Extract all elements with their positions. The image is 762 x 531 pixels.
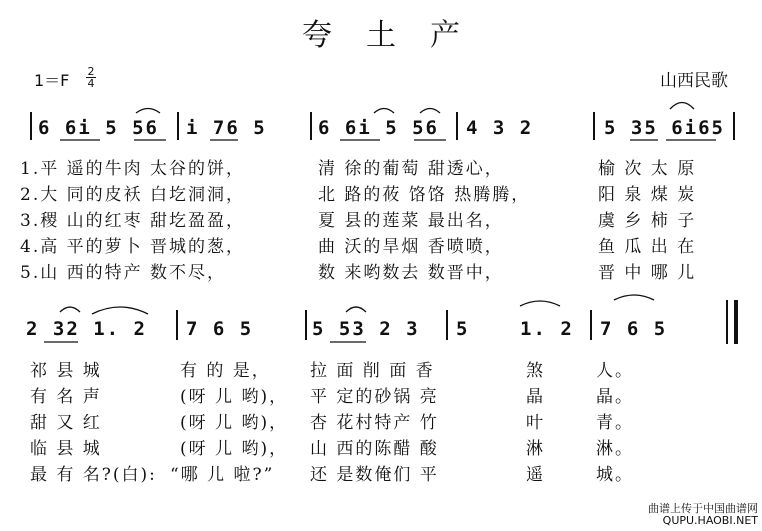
verse-3-part-a: 3.稷 山的红枣 甜圪盈盈， (20, 211, 246, 231)
verse-3-end-b: (呀 儿 哟)， (180, 413, 289, 433)
measure-9: 5 (456, 318, 470, 340)
slur (60, 307, 80, 312)
verse-4-end-c: 山 西的陈醋 酸 (310, 439, 439, 459)
verse-1-part-b: 清 徐的葡萄 甜透心， (318, 159, 504, 179)
measure-1: 6 6i 5 56 (38, 117, 159, 139)
verse-4-part-a: 4.高 平的萝卜 晋城的葱， (20, 237, 246, 257)
measure-6: 2 32 1. 2 (26, 318, 147, 340)
slur (420, 109, 440, 114)
verse-4-end-b: (呀 儿 哟)， (180, 439, 289, 459)
measure-5: 5 35 6i65 (604, 117, 725, 139)
verse-5-end-c: 还 是数俺们 平 (310, 465, 439, 485)
verse-1-part-a: 1.平 遥的牛肉 太谷的饼， (20, 159, 246, 179)
measure-2: i 76 5 (186, 117, 267, 139)
verse-5-end-e: 城。 (596, 465, 634, 485)
verse-1-end-c: 拉 面 削 面 香 (310, 361, 435, 381)
verse-5-end-a: 最 有 名?(白): (30, 465, 157, 485)
footer-line-2: QUPU.HAOBI.NET (662, 514, 758, 527)
measure-8: 5 53 2 3 (312, 318, 420, 340)
key-signature: 1＝F (34, 71, 70, 90)
meter-bottom: 4 (87, 77, 95, 90)
verse-2-part-a: 2.大 同的皮袄 白圪洞洞， (20, 185, 246, 205)
verse-1-end-a: 祁 县 城 (30, 361, 102, 381)
verse-2-end-c: 平 定的砂锅 亮 (310, 387, 439, 407)
verse-1-end-d: 煞 (526, 361, 545, 381)
verse-3-end-c: 杏 花村特产 竹 (310, 413, 439, 433)
song-title: 夸土产 (302, 18, 494, 53)
verse-1-end-e: 人。 (596, 361, 634, 381)
slur (346, 307, 366, 312)
verse-5-part-c: 晋 中 哪 儿 (598, 263, 697, 283)
verse-4-end-e: 淋。 (596, 439, 634, 459)
verse-5-end-b: “哪 儿 啦?” (170, 465, 275, 485)
verse-5-end-d: 遥 (526, 465, 545, 485)
verse-3-end-a: 甜 又 红 (30, 413, 102, 433)
verse-1-end-b: 有 的 是， (180, 361, 271, 381)
verse-3-part-c: 虞 乡 柿 子 (598, 211, 697, 231)
slur (374, 109, 394, 114)
song-genre: 山西民歌 (660, 71, 728, 91)
verse-2-part-b: 北 路的莜 饹饹 热腾腾， (318, 185, 531, 205)
verse-2-end-b: (呀 儿 哟)， (180, 387, 289, 407)
footer-line-1: 曲谱上传于中国曲谱网 (648, 502, 758, 515)
slur (92, 307, 148, 314)
verse-2-end-a: 有 名 声 (30, 387, 102, 407)
verse-4-end-a: 临 县 城 (30, 439, 102, 459)
meter-top: 2 (87, 65, 95, 78)
slur (614, 295, 654, 300)
verse-3-end-d: 叶 (526, 413, 545, 433)
measure-3: 6 6i 5 56 (318, 117, 439, 139)
watermark-footer (648, 503, 758, 527)
verse-5-part-b: 数 来哟数去 数晋中， (318, 263, 504, 283)
verse-5-part-a: 5.山 西的特产 数不尽， (20, 263, 227, 283)
verse-4-end-d: 淋 (526, 439, 545, 459)
measure-4: 4 3 2 (466, 117, 534, 139)
verse-1-part-c: 榆 次 太 原 (598, 159, 697, 179)
verse-2-end-d: 晶 (526, 387, 545, 407)
slur (520, 301, 560, 306)
measure-11: 7 6 5 (600, 318, 668, 340)
verse-2-part-c: 阳 泉 煤 炭 (598, 185, 697, 205)
verse-3-part-b: 夏 县的莲菜 最出名， (318, 211, 504, 231)
measure-7: 7 6 5 (186, 318, 254, 340)
verse-2-end-e: 晶。 (596, 387, 634, 407)
slur (670, 103, 694, 110)
verse-4-part-b: 曲 沃的旱烟 香喷喷， (318, 237, 504, 257)
verse-4-part-c: 鱼 瓜 出 在 (598, 237, 697, 257)
verse-3-end-e: 青。 (596, 413, 634, 433)
slur (136, 109, 160, 114)
measure-10: 1. 2 (520, 318, 574, 340)
